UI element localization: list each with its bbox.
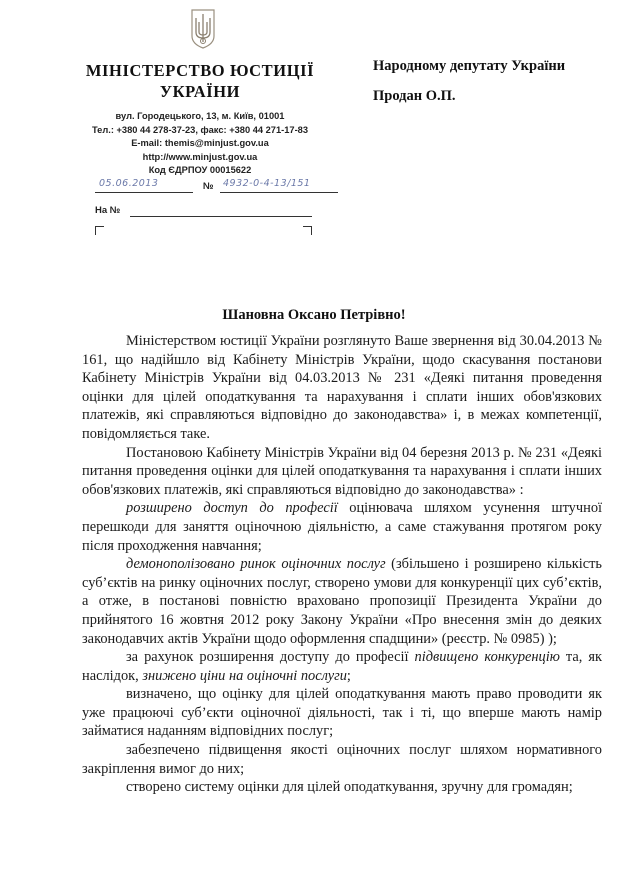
registration-number: 4932-0-4-13/151 — [223, 178, 311, 189]
corner-mark-right — [303, 226, 312, 235]
tryzub-coat-of-arms-icon — [190, 8, 216, 50]
address: вул. Городецького, 13, м. Київ, 01001 — [115, 111, 285, 121]
ministry-name — [60, 60, 340, 102]
date-field — [95, 180, 193, 193]
website: http://www.minjust.gov.ua — [142, 151, 258, 162]
paragraph-3 — [82, 499, 602, 555]
paragraph-6: визначено, що оцінку для цілей оподаткування мають право проводити як уже працюючі суб’єкти оціночної діяльності, так і ті, що вперше мають намір займатися наданням відповідних послуг; — [82, 686, 602, 740]
reference-label: На № — [95, 205, 121, 216]
paragraph-1: Міністерством юстиції України розглянуто Ваше звернення від 30.04.2013 № 161, що надійшло від Кабінету Міністрів України, щодо скасування постанови Кабінету Міністрів України від 04.03.2013 № 231 «Деякі питання проведення оцінки для цілей оподаткування та нарахування і сплати інших обов'язкових платежів, які справляються відповідно до законодавства» і, в межах компетенції, повідомляється таке. — [82, 333, 602, 442]
emphasis: підвищено конкуренцію — [414, 649, 560, 666]
number-field — [220, 180, 338, 193]
edrpou-code: Код ЄДРПОУ 00015622 — [148, 165, 252, 176]
salutation: Шановна Оксано Петрівно! — [222, 307, 406, 323]
text: оцінювача шляхом усунення штучної перешкоди для заняття оціночною діяльністю, а саме стажування протягом року після проходження навчання; — [82, 500, 603, 554]
phone-fax: Тел.: +380 44 278-37-23, факс: +380 44 271-17-83 — [91, 124, 309, 135]
paragraph-7: забезпечено підвищення якості оціночних послуг шляхом нормативного закріплення вимог до них; — [82, 742, 602, 777]
ministry-contacts — [60, 110, 340, 178]
addressee-title: Народному депутату України — [373, 58, 566, 74]
email: E-mail: themis@minjust.gov.ua — [131, 138, 269, 149]
ministry-name-line1: МІНІСТЕРСТВО ЮСТИЦІЇ — [85, 61, 315, 80]
text: за рахунок розширення доступу до професії — [126, 649, 415, 666]
addressee — [373, 58, 565, 118]
emphasis: розширено доступ до професії — [126, 500, 338, 517]
paragraph-8: створено систему оцінки для цілей оподаткування, зручну для громадян; — [126, 779, 573, 796]
addressee-name: Продан О.П. — [373, 88, 456, 104]
registration-date: 05.06.2013 — [99, 178, 159, 189]
text: та, як наслідок, — [82, 649, 602, 684]
reference-field — [130, 204, 312, 217]
number-label: № — [203, 181, 214, 192]
corner-mark-left — [95, 226, 104, 235]
ministry-name-line2: УКРАЇНИ — [159, 82, 241, 101]
text: ; — [346, 667, 351, 684]
emphasis: знижено ціни на оціночні послуги — [142, 667, 347, 684]
paragraph-2: Постановою Кабінету Міністрів України від 04 березня 2013 р. № 231 «Деякі питання проведення оцінки для цілей оподаткування та нарахування і сплати інших обов'язкових платежів, які справляються відповідно до законодавства» : — [82, 444, 602, 498]
emphasis: демонополізовано ринок оціночних послуг — [126, 556, 386, 573]
letter-body — [82, 327, 602, 797]
paragraph-4 — [82, 555, 602, 648]
paragraph-5 — [82, 648, 602, 685]
text: (збільшено і розширено кількість суб’єктів на ринку оціночних послуг, створено умови для конкуренції цих суб’єктів, а отже, в постанові повністю враховано пропозиції Президента України до прийнятого 16 жовтня 2012 року Закону України «Про внесення змін до деяких законодавчих актів України щодо оформлення спадщини» (реєстр. № 0985) ); — [82, 556, 602, 647]
